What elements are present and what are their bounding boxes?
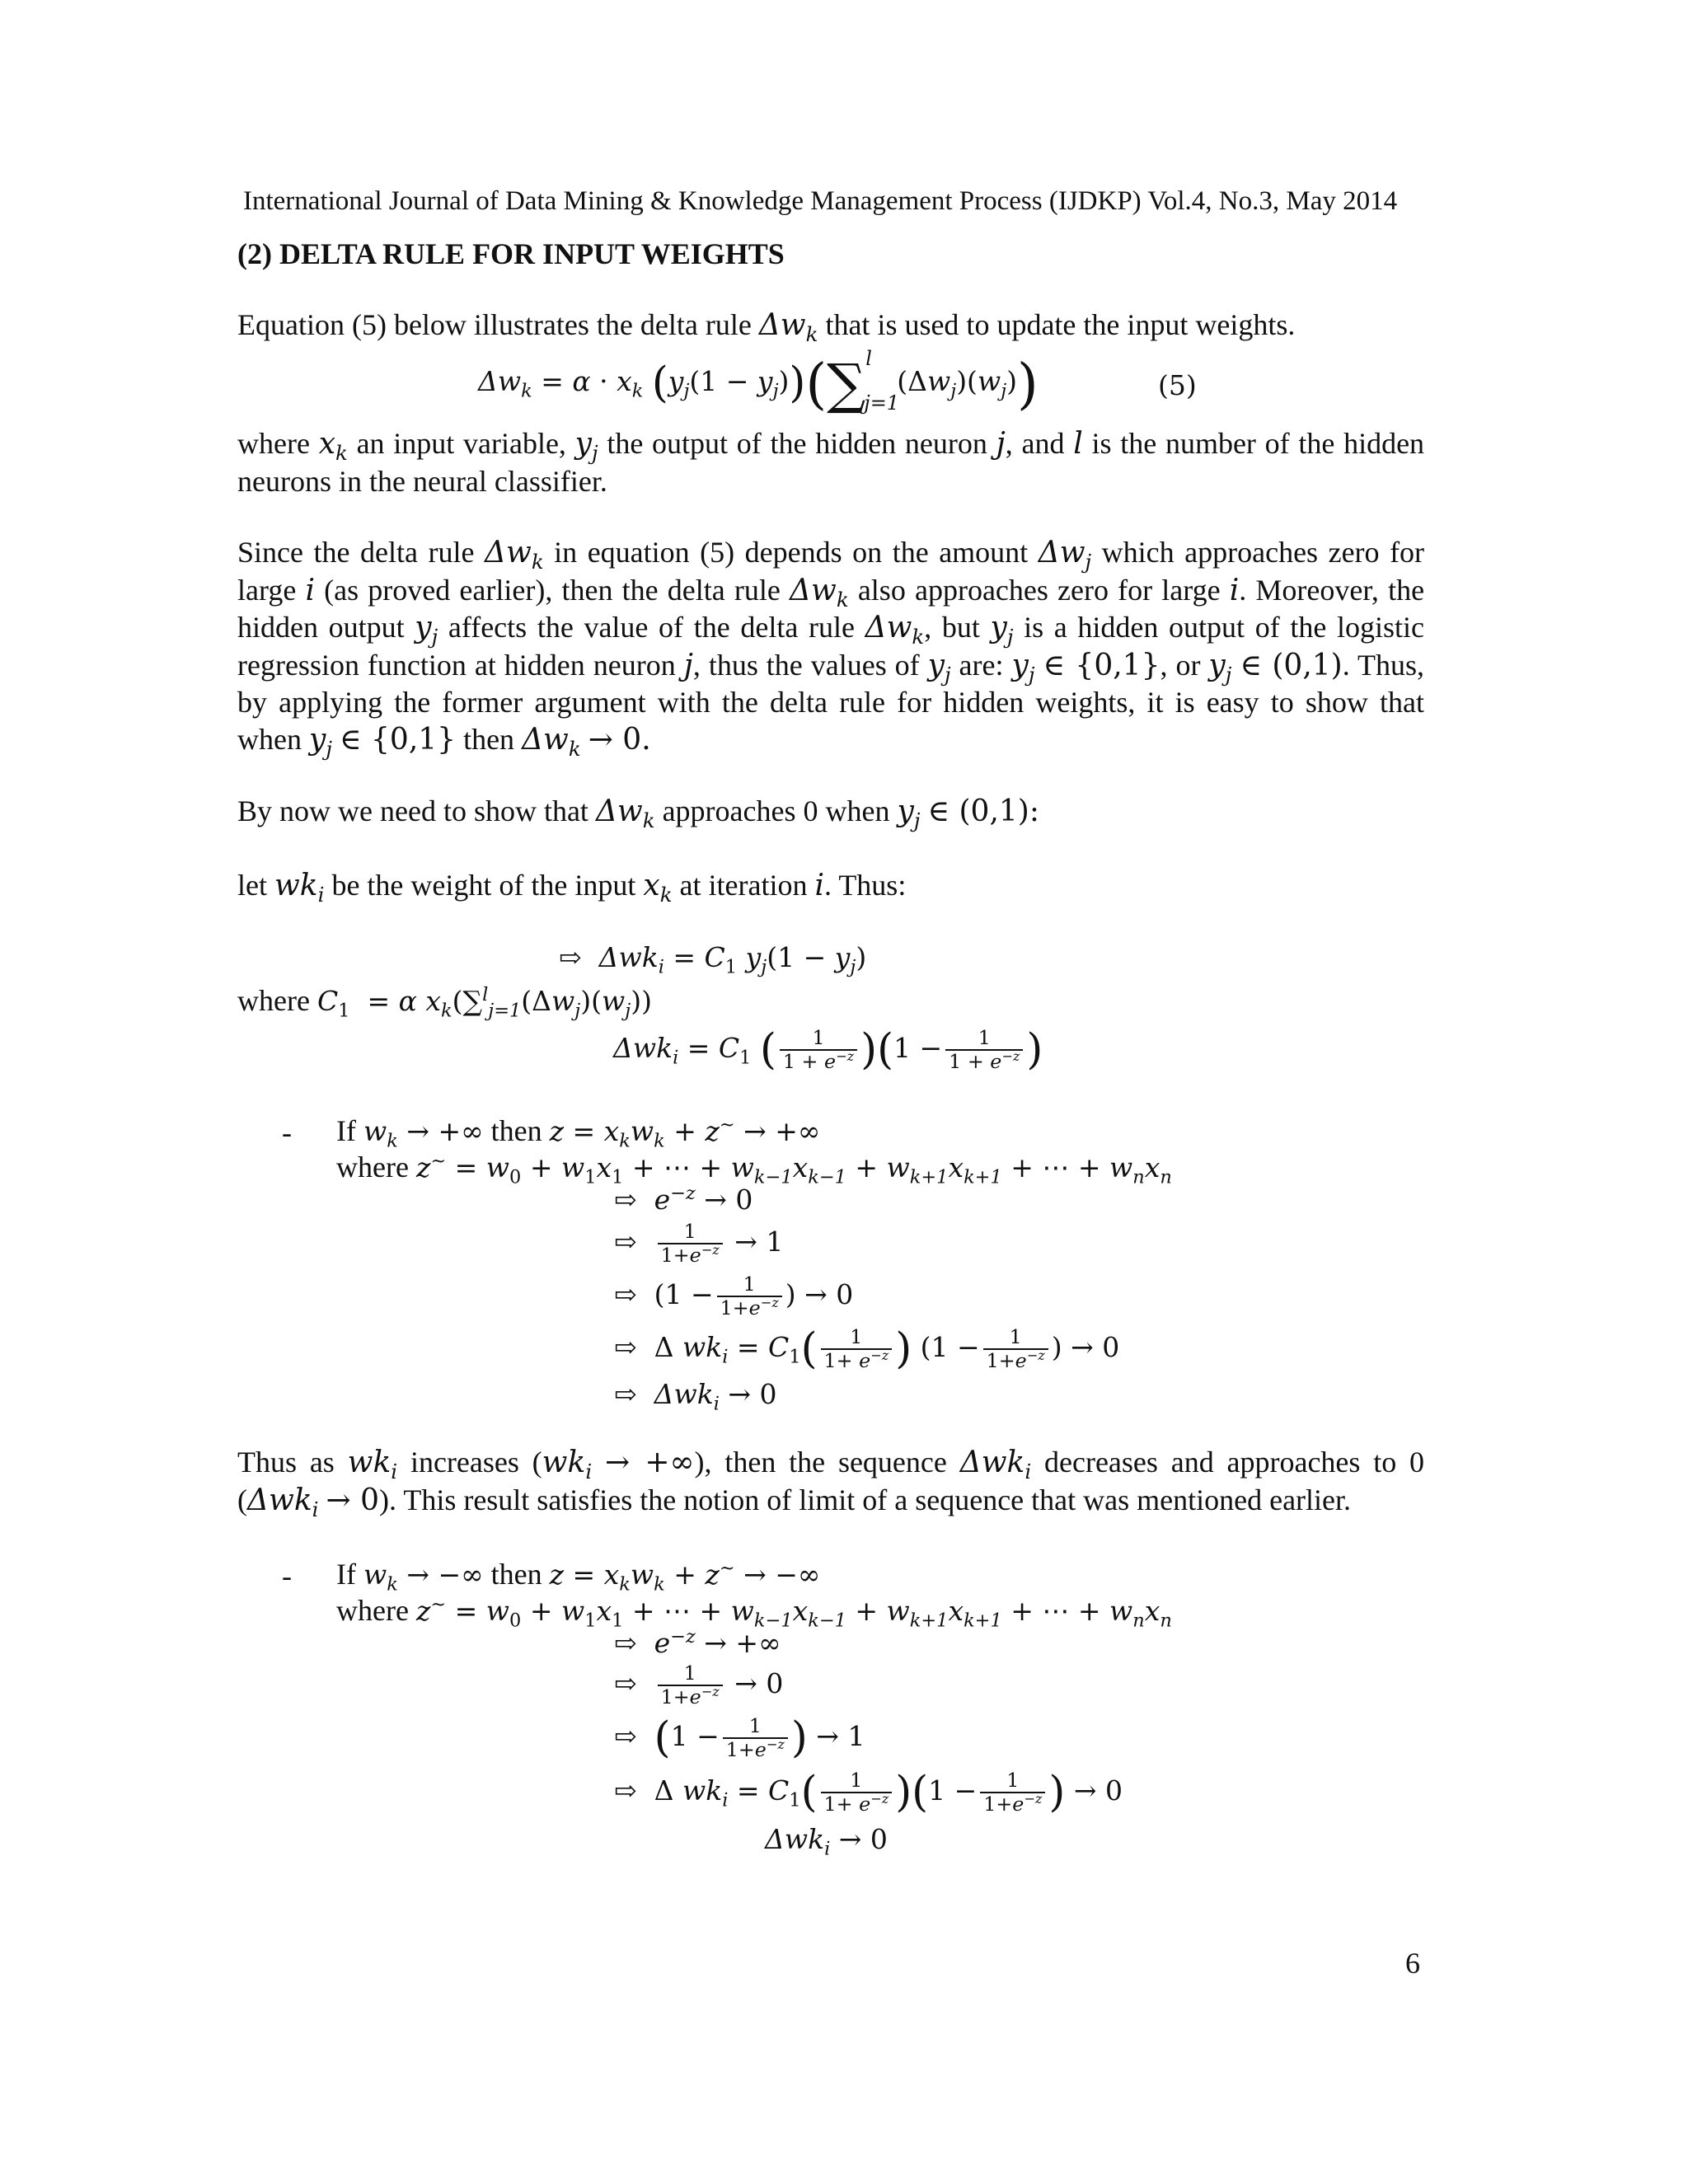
text: then: [490, 1558, 542, 1591]
implies-arrow-icon: ⇨: [614, 1226, 637, 1258]
text: be the weight of the input: [331, 869, 636, 902]
implies-arrow-icon: ⇨: [614, 1627, 637, 1659]
c1-step3: ⇨ (1 − $\frac{1}{1+e^{-z}}$ ) → 0: [614, 1272, 854, 1319]
text: affects the value of the delta rule: [448, 611, 855, 644]
paragraph-since: Since the delta rule $\Delta w_k$ in equation (5) depends on the amount $\Delta w_j$ which approaches zero for large i (as proved earlier), then the delta rule $\Delta w_k$ also approaches zero for large i. Moreover, the hidden output $y_j$ affects the value of the delta rule $\Delta w_k$, but $y_j$ is a hidden output of the logistic regression function at hidden neuron j, thus the values of $y_j$ are: $y_j$ ∈ {0,1}, or $y_j$ ∈ (0,1). Thus, by applying the former argument with the delta rule for hidden weights, it is easy to show that when $y_j$ ∈ {0,1} then $\Delta w_k \to 0$.: [237, 536, 1425, 761]
implies-arrow-icon: ⇨: [559, 941, 582, 973]
eq-dwki-c1: ⇨ $\Delta wk_i = C_1$ $y_j(1 - y_j)$: [559, 941, 867, 978]
c2-step2: ⇨ $\frac{1}{1+e^{-z}}$ → 0: [614, 1661, 784, 1708]
text: then: [463, 722, 515, 756]
eq-where-c1: where $C_1 = \alpha$ $x_k(\sum^l_{j=1}(\Delta w_j)(w_j))$: [237, 984, 652, 1022]
implies-arrow-icon: ⇨: [614, 1183, 637, 1216]
text: ). This result satisfies the notion of limit of a sequence that was mentioned earlier.: [378, 1483, 1352, 1516]
text: increases (: [410, 1446, 542, 1479]
text: in equation (5) depends on the amount: [554, 536, 1029, 569]
equation-number: (5): [1158, 369, 1197, 401]
text: . Thus:: [823, 869, 907, 902]
running-head: International Journal of Data Mining & Knowledge Management Process (IJDKP) Vol.4, No.3, May 2014: [243, 186, 1398, 216]
implies-arrow-icon: ⇨: [614, 1331, 637, 1363]
case2-where: where $z^\sim = w_0 + w_1x_1$ + ⋯ + $w_{k-1}x_{k-1} + w_{k+1}x_{k+1}$ + ⋯ + $w_nx_n$: [336, 1594, 1172, 1632]
paragraph-let: let $wk_i$ be the weight of the input $x_k$ at iteration i. Thus:: [237, 869, 907, 907]
implies-arrow-icon: ⇨: [614, 1720, 637, 1752]
text: decreases and approaches to 0 (: [237, 1446, 1425, 1516]
c2-step5: Δwk$_i$ → 0: [765, 1823, 888, 1860]
page-number: 6: [1405, 1947, 1420, 1980]
implies-arrow-icon: ⇨: [614, 1774, 637, 1807]
c1-step2: ⇨ $\frac{1}{1+e^{-z}}$ → 1: [614, 1219, 784, 1267]
math: $\Delta w_k$: [758, 308, 818, 347]
text: let: [237, 869, 267, 902]
paragraph-where: where $x_k$ an input variable, $y_j$ the output of the hidden neuron j, and l is the number of the hidden neurons in the neural classifier.: [237, 427, 1425, 498]
case1-where: where $z^\sim = w_0 + w_1x_1$ + ⋯ + $w_{k-1}x_{k-1} + w_{k+1}x_{k+1}$ + ⋯ + $w_nx_n$: [336, 1151, 1172, 1188]
text: Since the delta rule: [237, 536, 475, 569]
text: By now we need to show that: [237, 794, 588, 827]
case1-if: If $w_k$ → +∞ then $z = x_kw_k + z^\sim$ → +∞: [336, 1114, 821, 1152]
c1-step5: ⇨ Δwk$_i$ → 0: [614, 1378, 777, 1415]
text: where: [237, 984, 310, 1017]
text: are:: [959, 648, 1004, 682]
text: , or: [1160, 648, 1201, 682]
c1-step4: ⇨ Δ $wk_i = C_1$( $\frac{1}{1+ e^{-z}}$ ) (1 − $\frac{1}{1+e^{-z}}$ ) → 0: [614, 1324, 1120, 1374]
implies-arrow-icon: ⇨: [614, 1378, 637, 1410]
text: If: [336, 1114, 356, 1147]
text: at iteration: [679, 869, 808, 902]
text: If: [336, 1558, 356, 1591]
text: is the number of the hidden neurons in the neural classifier.: [237, 427, 1425, 498]
c2-step3: ⇨ (1 − $\frac{1}{1+e^{-z}}$ ) → 1: [614, 1713, 865, 1763]
text: (as proved earlier), then the delta rule: [324, 573, 781, 607]
implies-arrow-icon: ⇨: [614, 1667, 637, 1699]
text: , and: [1005, 427, 1065, 460]
text: also approaches zero for large: [857, 573, 1221, 607]
text: Equation (5) below illustrates the delta rule: [237, 308, 752, 341]
text: . Moreover, the hidden output: [237, 573, 1425, 644]
text: that is used to update the input weights.: [825, 308, 1296, 341]
implies-arrow-icon: ⇨: [614, 1278, 637, 1310]
paragraph-thus: Thus as $wk_i$ increases ($wk_i$ → +∞), then the sequence Δwk$_i$ decreases and approaches to 0 (Δwk$_i$ → 0). This result satisfies the notion of limit of a sequence that was mentioned earlier.: [237, 1446, 1425, 1521]
text: , but: [924, 611, 980, 644]
text: which approaches zero for large: [237, 536, 1425, 607]
paragraph-intro: [237, 307, 1424, 347]
text: . Thus, by applying the former argument with the delta rule for hidden weights, it is easy to show that when: [237, 648, 1425, 756]
c1-step1: ⇨ $e^{-z} \to 0$: [614, 1183, 753, 1216]
dash-marker: -: [282, 1559, 292, 1592]
c2-step1: ⇨ $e^{-z}$ → +∞: [614, 1626, 781, 1659]
paragraph-by-now: By now we need to show that $\Delta w_k$ approaches 0 when $y_j$ ∈ (0,1):: [237, 794, 1039, 833]
text: is a hidden output of the logistic regression function at hidden neuron: [237, 611, 1424, 682]
text: then: [490, 1114, 542, 1147]
text: where: [336, 1151, 409, 1183]
text: ), then the sequence: [694, 1446, 947, 1479]
equation-5: $\Delta w_k = \alpha \cdot x_k$ $(y_j(1 - y_j))(\sum$ l j=1 $(\Delta w_j)(w_j)$): [478, 347, 1039, 416]
text: the output of the hidden neuron: [607, 427, 987, 460]
section-heading: (2) DELTA RULE FOR INPUT WEIGHTS: [237, 237, 785, 270]
case2-if: If $w_k$ → −∞ then $z = x_kw_k + z^\sim$ → −∞: [336, 1558, 821, 1596]
text: where: [336, 1594, 409, 1627]
eq-dwki-sigmoid: $\Delta wk_i = C_1$ ( $\frac{1}{1 + e^{-z}}$ )(1 − $\frac{1}{1 + e^{-z}}$ ): [613, 1025, 1043, 1075]
dash-marker: -: [282, 1116, 292, 1149]
text: approaches 0 when: [662, 794, 890, 827]
text: , thus the values of: [692, 648, 920, 682]
text: where: [237, 427, 310, 460]
text: Thus as: [237, 1446, 335, 1479]
c2-step4: ⇨ Δ $wk_i = C_1$( $\frac{1}{1+ e^{-z}}$ )(1 − $\frac{1}{1+e^{-z}}$ ) → 0: [614, 1768, 1123, 1817]
text: an input variable,: [356, 427, 566, 460]
